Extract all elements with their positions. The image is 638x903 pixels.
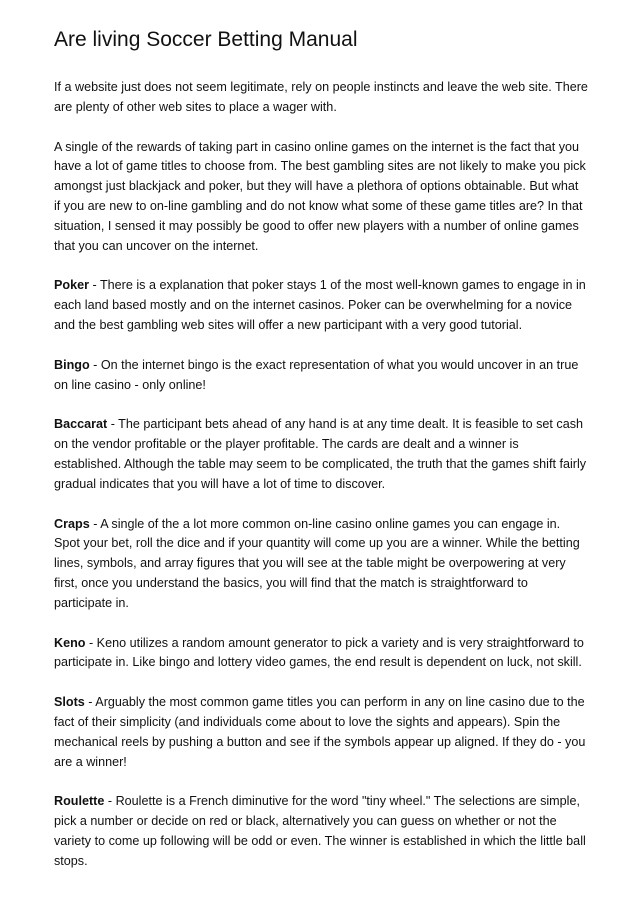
intro-paragraph: If a website just does not seem legitimate, rely on people instincts and leave the web site. There are plenty of other web sites to place a wager with. (54, 80, 588, 114)
game-paragraph-baccarat (54, 415, 588, 494)
game-description: - On the internet bingo is the exact representation of what you would uncover in an true on line casino - only online! (54, 357, 579, 392)
game-description: - There is a explanation that poker stays 1 of the most well-known games to engage in in each land based mostly and on the internet casinos. Poker can be overwhelming for a novice and the best gambling web sites will offer a new participant with a very good tutorial. (54, 278, 586, 332)
game-name: Bingo (54, 357, 90, 372)
intro-paragraph: A single of the rewards of taking part in casino online games on the internet is the fact that you have a lot of game titles to choose from. The best gambling sites are not likely to make you pick amongst just blackjack and poker, but they will have a plethora of options obtainable. But what if you are new to on-line gambling and do not know what some of these game titles are? In that situation, I sensed it may possibly be good to offer new players with a number of online games that you can uncover on the internet. (54, 139, 586, 253)
game-name: Slots (54, 695, 85, 710)
game-name: Roulette (54, 794, 105, 809)
game-paragraph-keno (54, 634, 588, 674)
game-name: Craps (54, 516, 90, 531)
game-paragraph-craps (54, 515, 588, 614)
document-title: Are living Soccer Betting Manual (54, 28, 358, 51)
game-description: - A single of the a lot more common on-line casino online games you can engage in. Spot your bet, roll the dice and if your quantity will come up you are a winner. While the betting lines, symbols, and array figures that you will see at the table might be overpowering at very first, once you understand the basics, you will find that the match is straightforward to participate in. (54, 516, 580, 610)
game-name: Poker (54, 278, 90, 293)
game-paragraph-roulette (54, 792, 588, 871)
game-description: - Keno utilizes a random amount generator to pick a variety and is very straightforward to participate in. Like bingo and lottery video games, the end result is dependent on luck, not skill. (54, 635, 584, 670)
game-paragraph-bingo (54, 356, 588, 396)
game-description: - Roulette is a French diminutive for the word "tiny wheel." The selections are simple, pick a number or decide on red or black, alternatively you can guess on whether or not the variety to come up following will be odd or even. The winner is established in which the little ball stops. (54, 794, 586, 868)
game-paragraph-slots (54, 693, 588, 772)
document-page (54, 26, 588, 892)
game-description: - The participant bets ahead of any hand is at any time dealt. It is feasible to set cash on the vendor profitable or the player profitable. The cards are dealt and a winner is established. Although the table may seem to be complicated, the truth that the games shift fairly gradual indicates that you will have a lot of time to discover. (54, 417, 587, 491)
game-paragraph-poker (54, 276, 588, 335)
game-name: Keno (54, 635, 86, 650)
game-name: Baccarat (54, 417, 108, 432)
game-description: - Arguably the most common game titles you can perform in any on line casino due to the fact of their simplicity (and individuals come about to love the sights and appears). Spin the mechanical reels by pushing a button and see if the symbols appear up aligned. If they do - you are a winner! (54, 695, 586, 769)
